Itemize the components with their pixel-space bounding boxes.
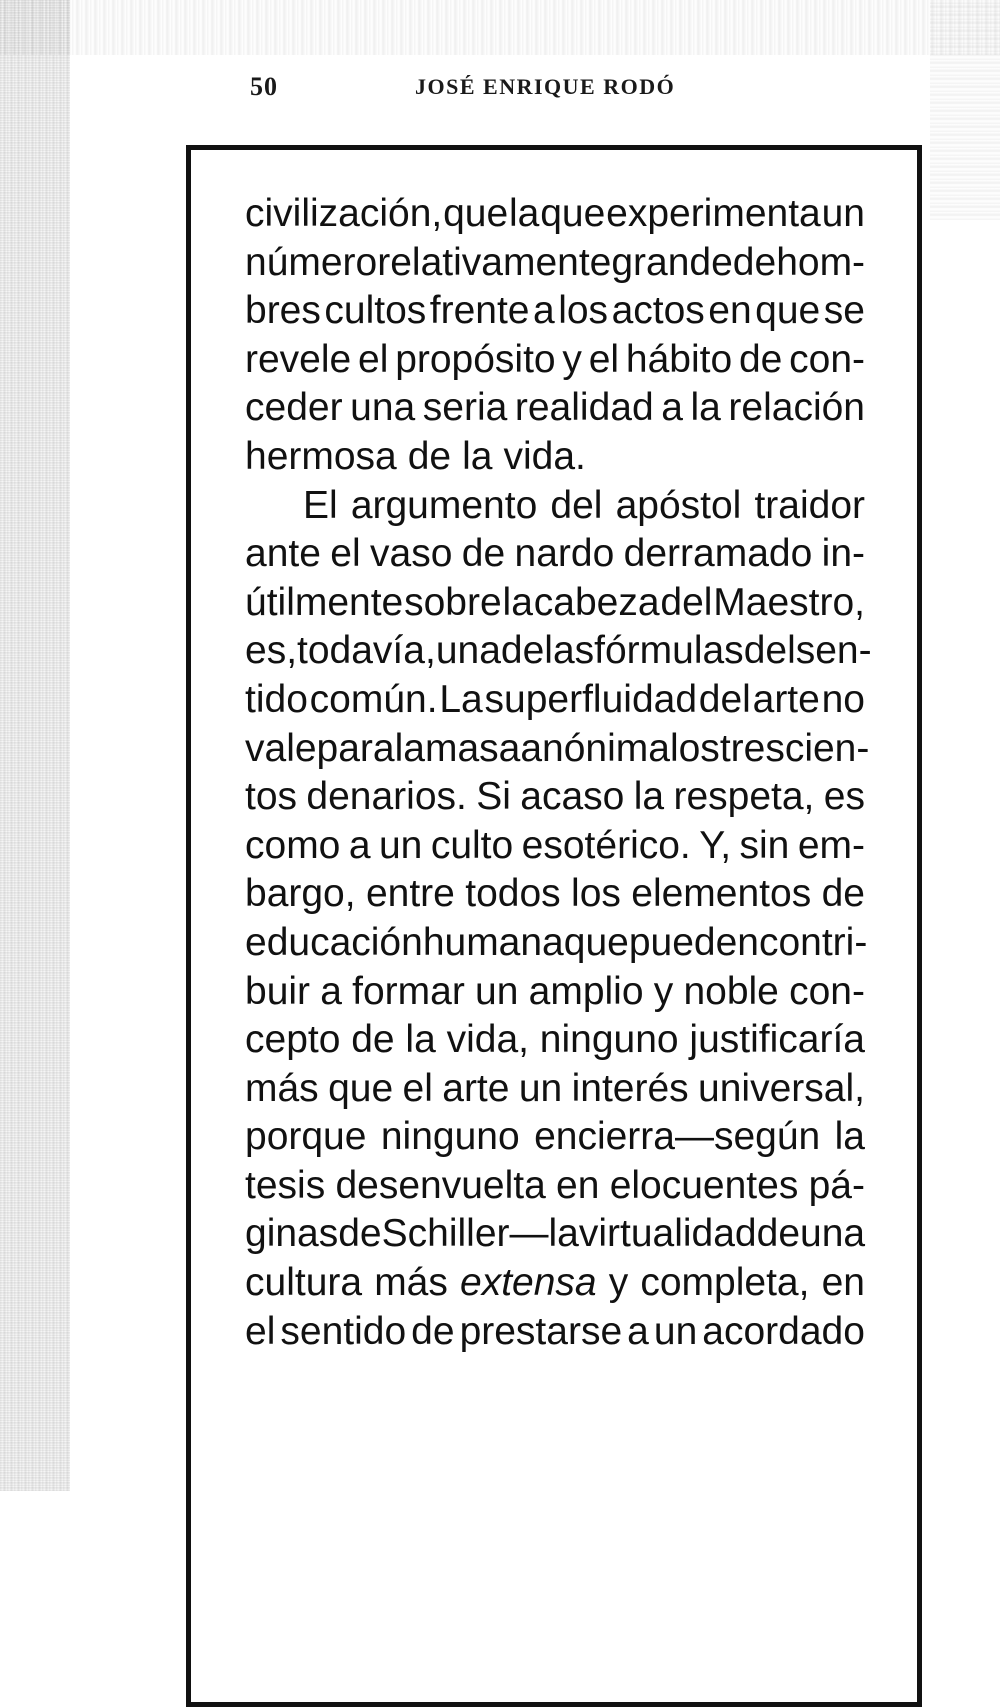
word: el xyxy=(402,1066,433,1110)
word: el xyxy=(330,532,361,576)
word: todos xyxy=(465,872,561,916)
word: humana xyxy=(422,920,564,964)
word: sin xyxy=(739,823,790,867)
word: Schiller—la xyxy=(381,1212,579,1256)
word: frente xyxy=(429,289,530,333)
word: un xyxy=(518,1066,563,1110)
word: nardo xyxy=(514,532,615,576)
word: formar xyxy=(352,969,465,1013)
word: elementos xyxy=(631,872,812,916)
word: del xyxy=(550,483,603,527)
word: no xyxy=(821,677,865,721)
text-line xyxy=(245,239,865,288)
word: los xyxy=(558,289,609,333)
word: El xyxy=(303,483,338,527)
word: de xyxy=(461,532,506,576)
text-line xyxy=(245,1308,865,1357)
word: la xyxy=(834,1115,865,1159)
word: justificaría xyxy=(689,1018,865,1062)
word: más xyxy=(245,1066,319,1110)
word: una xyxy=(350,386,416,430)
word: ante xyxy=(245,532,321,576)
word: cabeza xyxy=(533,580,660,624)
word: número xyxy=(245,240,378,284)
word: prestarse xyxy=(459,1309,623,1353)
word: relativamente xyxy=(377,240,612,284)
word: a xyxy=(533,289,555,333)
word: superfluidad xyxy=(484,677,698,721)
text-line xyxy=(245,287,865,336)
word: la xyxy=(502,580,533,624)
word: cultura xyxy=(245,1261,363,1305)
word: un xyxy=(653,1309,698,1353)
word: de xyxy=(756,1212,801,1256)
word: es xyxy=(823,775,865,819)
text-line xyxy=(245,433,865,482)
word: completa, xyxy=(640,1261,810,1305)
word: denarios. xyxy=(306,775,467,819)
word: común. xyxy=(309,677,438,721)
word: de xyxy=(500,629,545,673)
word: el xyxy=(245,1309,276,1353)
word: universal, xyxy=(698,1066,865,1110)
word: de xyxy=(351,1018,395,1062)
word: arte xyxy=(442,1066,510,1110)
word: con- xyxy=(789,969,865,1013)
word: ginas xyxy=(245,1212,339,1256)
word: con- xyxy=(789,337,865,381)
word: vida, xyxy=(446,1018,529,1062)
word: desenvuelta xyxy=(335,1163,546,1207)
text-line xyxy=(245,1113,865,1162)
word: propósito xyxy=(395,337,556,381)
word: a xyxy=(661,386,683,430)
word: masa xyxy=(424,726,521,770)
text-line xyxy=(245,1162,865,1211)
word: y xyxy=(562,337,582,381)
word: en xyxy=(821,1261,865,1305)
word: vaso xyxy=(370,532,453,576)
word: la xyxy=(690,386,721,430)
word: bres xyxy=(245,289,321,333)
word: educación xyxy=(245,920,423,964)
word: traidor xyxy=(754,483,865,527)
word: los xyxy=(669,726,720,770)
word: de xyxy=(407,434,452,478)
word: el xyxy=(588,337,620,381)
text-line xyxy=(245,336,865,385)
word: anónima xyxy=(520,726,670,770)
word: grande xyxy=(611,240,733,284)
word: la xyxy=(405,1018,436,1062)
running-head xyxy=(250,72,710,112)
word: realidad xyxy=(514,386,654,430)
word: más xyxy=(374,1261,448,1305)
word: fórmulas xyxy=(594,629,744,673)
word: virtualidad xyxy=(578,1212,757,1256)
word: esotérico. xyxy=(521,823,691,867)
word: es, xyxy=(245,629,298,673)
word: entre xyxy=(365,872,455,916)
text-line xyxy=(245,676,865,725)
word: que xyxy=(540,192,606,235)
word: trescien- xyxy=(719,726,870,770)
word: amplio xyxy=(528,969,644,1013)
word: pueden xyxy=(628,920,759,964)
word: respeta, xyxy=(673,775,815,819)
word: a xyxy=(320,969,342,1013)
word: Maestro, xyxy=(713,580,865,624)
body-text xyxy=(245,190,872,1356)
word: ceder xyxy=(245,386,343,430)
word: de xyxy=(732,240,777,284)
word: cultos xyxy=(324,289,427,333)
word: útilmente xyxy=(245,580,404,624)
text-line xyxy=(245,919,868,968)
word: civilización, xyxy=(245,192,443,235)
word: una xyxy=(435,629,501,673)
word: y xyxy=(608,1261,629,1305)
word: elocuentes xyxy=(609,1163,799,1207)
word: sobre xyxy=(404,580,502,624)
word: del xyxy=(660,580,713,624)
word: contri- xyxy=(758,920,868,964)
word: para xyxy=(316,726,395,770)
word: un xyxy=(378,823,423,867)
word: a xyxy=(348,823,371,867)
word: se xyxy=(823,289,865,333)
word: las xyxy=(544,629,595,673)
word: sen- xyxy=(795,629,872,673)
word: todavía, xyxy=(297,629,436,673)
text-line xyxy=(245,579,865,628)
word: relación xyxy=(728,386,865,430)
word: encierra—según xyxy=(534,1115,821,1159)
word: culto xyxy=(430,823,514,867)
running-head-author: JOSÉ ENRIQUE RODÓ xyxy=(415,74,676,99)
text-line xyxy=(245,1065,865,1114)
word: bargo, xyxy=(245,872,356,916)
word: la xyxy=(462,434,493,478)
word: em- xyxy=(797,823,865,867)
word: noble xyxy=(683,969,779,1013)
word: en xyxy=(556,1163,600,1207)
word: el xyxy=(358,337,389,381)
text-line xyxy=(245,384,865,433)
text-line xyxy=(245,190,865,239)
text-line xyxy=(245,968,865,1017)
word: de xyxy=(821,872,865,916)
word: actos xyxy=(611,289,705,333)
word: vale xyxy=(245,726,317,770)
word: tos xyxy=(245,775,298,819)
word: de xyxy=(411,1309,455,1353)
word: pá- xyxy=(808,1163,865,1207)
word: seria xyxy=(422,386,508,430)
word: ninguno xyxy=(539,1018,679,1062)
word: hábito xyxy=(625,337,733,381)
word: en xyxy=(708,289,752,333)
text-line xyxy=(245,870,865,919)
word: tido xyxy=(245,677,308,721)
word: los xyxy=(571,872,621,916)
text-line xyxy=(245,627,872,676)
word: que xyxy=(563,920,629,964)
word: un xyxy=(475,969,519,1013)
word: revele xyxy=(245,337,352,381)
word: ninguno xyxy=(380,1115,520,1159)
word: hom- xyxy=(776,240,866,284)
word: argumento xyxy=(350,483,538,527)
word: derramado xyxy=(623,532,813,576)
word: arte xyxy=(752,677,820,721)
text-line xyxy=(245,822,865,871)
word: acordado xyxy=(702,1309,865,1353)
word: La xyxy=(439,677,483,721)
word: de xyxy=(738,337,783,381)
text-line xyxy=(245,1210,865,1259)
word: experimenta xyxy=(606,192,821,235)
scan-edge-noise xyxy=(0,0,70,1491)
word: hermosa xyxy=(245,434,397,478)
word: una xyxy=(800,1212,866,1256)
word: y xyxy=(653,969,674,1013)
page-number: 50 xyxy=(250,72,278,101)
word: como xyxy=(245,823,341,867)
word: que xyxy=(755,289,821,333)
word: in- xyxy=(821,532,865,576)
text-line xyxy=(245,530,865,579)
word: un xyxy=(821,192,865,235)
text-line xyxy=(245,773,865,822)
word: cepto xyxy=(245,1018,341,1062)
word: interés xyxy=(571,1066,689,1110)
text-line xyxy=(245,725,870,774)
word: extensa xyxy=(460,1261,597,1305)
word: sentido xyxy=(280,1309,407,1353)
text-line xyxy=(245,1016,865,1065)
word: que xyxy=(443,192,509,235)
word: del xyxy=(743,629,796,673)
word: la xyxy=(633,775,665,819)
word: de xyxy=(338,1212,382,1256)
scan-top-noise xyxy=(0,0,1000,55)
text-line xyxy=(245,1259,865,1308)
scan-right-noise xyxy=(930,0,1000,220)
word: porque xyxy=(245,1115,367,1159)
word: del xyxy=(698,677,751,721)
text-line xyxy=(245,482,865,531)
word: tesis xyxy=(245,1163,326,1207)
word: acaso xyxy=(520,775,625,819)
word: la xyxy=(509,192,540,235)
word: buir xyxy=(245,969,311,1013)
word: vida. xyxy=(503,434,586,478)
word: apóstol xyxy=(615,483,742,527)
word: Si xyxy=(476,775,511,819)
word: la xyxy=(394,726,425,770)
word: a xyxy=(627,1309,649,1353)
word: Y, xyxy=(699,823,732,867)
word: que xyxy=(328,1066,394,1110)
